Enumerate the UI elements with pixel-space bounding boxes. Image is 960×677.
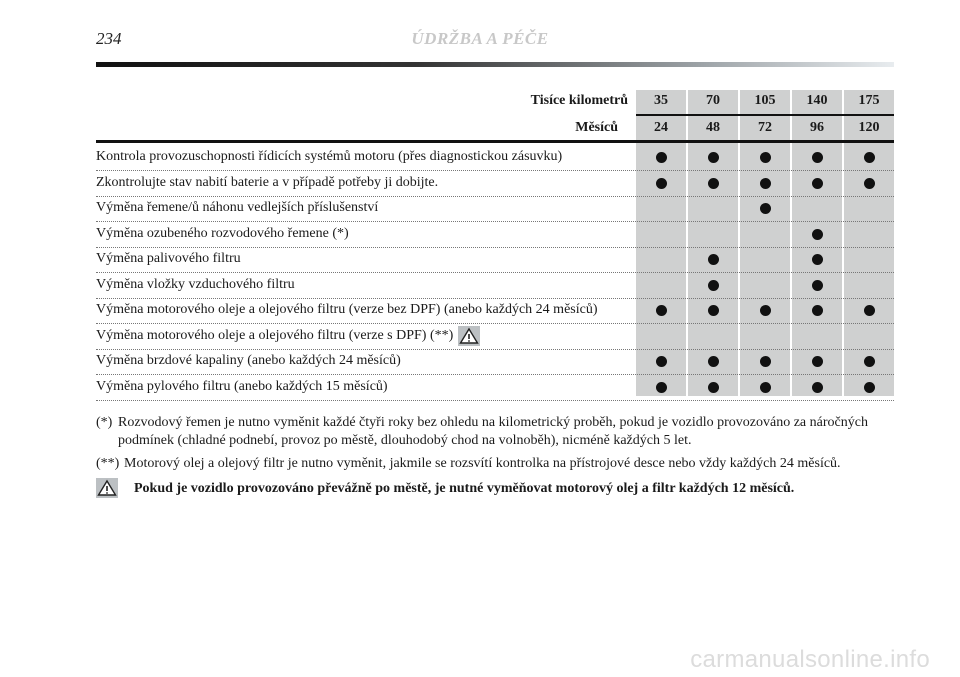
table-row [96,375,894,401]
footnote-1-line-2: podmínek (chladné podnebí, provoz po městě, dlouhodobý chod na volnoběh), nicméně každých 5 let. [118,433,692,448]
table-head-rule [96,140,894,143]
header-divider [636,114,894,116]
row-label: Výměna řemene/ů náhonu vedlejších příslušenství [96,200,379,215]
km-header-row [96,90,894,113]
table-row [96,324,894,350]
footnote-2-marker: (**) [96,456,120,471]
service-mark-dot [812,178,823,189]
service-mark-dot [656,356,667,367]
service-mark-dot [708,178,719,189]
service-mark-dot [708,382,719,393]
footnote-1 [96,414,894,450]
row-label: Výměna palivového filtru [96,251,241,266]
service-mark-dot [656,382,667,393]
km-value: 70 [706,93,720,108]
service-mark-dot [812,382,823,393]
month-value: 96 [810,120,824,135]
table-row [96,349,894,375]
service-mark-dot [708,356,719,367]
month-value: 120 [858,120,880,135]
service-mark-dot [812,280,823,291]
service-mark-dot [812,152,823,163]
table-row [96,171,894,197]
km-value: 35 [654,93,668,108]
header-rule [96,62,894,67]
table-row [96,247,894,273]
km-value: 140 [806,93,828,108]
row-label: Výměna ozubeného rozvodového řemene (*) [96,225,349,241]
service-mark-dot [864,152,875,163]
service-mark-dot [760,356,771,367]
service-mark-dot [708,152,719,163]
row-label: Výměna motorového oleje a olejového filtru (verze s DPF) (**) [96,327,454,343]
section-title: ÚDRŽBA A PÉČE [411,29,549,48]
row-label: Výměna vložky vzduchového filtru [96,276,295,292]
service-mark-dot [812,254,823,265]
service-mark-dot [812,229,823,240]
months-header-label: Měsíců [575,120,618,135]
footnote-1-line-1: Rozvodový řemen je nutno vyměnit každé čtyři roky bez ohledu na kilometrický proběh, pokud je vozidlo provozováno za náročných [118,415,868,430]
service-mark-dot [812,305,823,316]
service-mark-dot [656,152,667,163]
service-mark-dot [760,203,771,214]
table-row [96,196,894,222]
service-mark-dot [760,382,771,393]
km-value: 105 [754,93,776,108]
months-header-row [96,117,894,140]
table-row [96,222,894,248]
warning-triangle-icon [96,478,118,498]
table-row [96,145,894,171]
km-value: 175 [858,93,880,108]
page-number: 234 [96,29,122,48]
service-mark-dot [708,280,719,291]
warning-note [96,478,894,502]
month-value: 48 [706,120,720,135]
service-mark-dot [760,305,771,316]
row-label: Výměna motorového oleje a olejového filtru (verze bez DPF) (anebo každých 24 měsíců) [96,302,598,317]
watermark: carmanualsonline.info [690,646,930,673]
service-mark-dot [656,178,667,189]
row-label: Výměna pylového filtru (anebo každých 15 měsíců) [96,378,388,394]
month-value: 72 [758,120,772,135]
service-mark-dot [864,305,875,316]
month-value: 24 [654,120,668,135]
service-mark-dot [864,356,875,367]
footnote-2-text: Motorový olej a olejový filtr je nutno vyměnit, jakmile se rozsvítí kontrolka na přístrojové desce nebo vždy každých 24 měsíců. [124,456,841,471]
footnote-1-marker: (*) [96,415,113,430]
maintenance-schedule-table [96,90,894,396]
row-label: Výměna brzdové kapaliny (anebo každých 24 měsíců) [96,353,401,368]
warning-triangle-icon [458,326,480,346]
service-mark-dot [864,382,875,393]
km-header-label: Tisíce kilometrů [530,93,628,108]
service-mark-dot [760,152,771,163]
row-label: Kontrola provozuschopnosti řídicích systémů motoru (přes diagnostickou zásuvku) [96,149,563,164]
table-row [96,273,894,299]
service-mark-dot [812,356,823,367]
service-mark-dot [708,254,719,265]
service-mark-dot [864,178,875,189]
service-mark-dot [760,178,771,189]
table-row [96,298,894,324]
service-mark-dot [656,305,667,316]
warning-text: Pokud je vozidlo provozováno převážně po městě, je nutné vyměňovat motorový olej a filtr každých 12 měsíců. [134,481,795,496]
row-label: Zkontrolujte stav nabití baterie a v případě potřeby ji dobijte. [96,174,439,190]
service-mark-dot [708,305,719,316]
footnote-2 [96,455,894,473]
